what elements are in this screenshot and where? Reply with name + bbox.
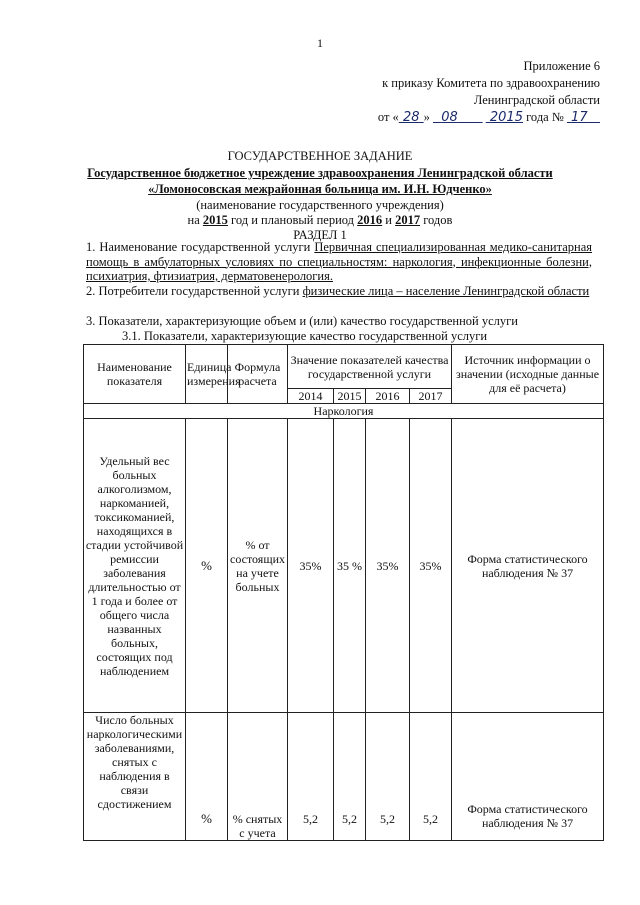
institution-line2: «Ломоносовская межрайонная больница им. И.Н. Юдченко» bbox=[148, 182, 492, 196]
row-2-name: Число больных наркологическими заболеваниями, снятых с наблюдения в связи сдостижением bbox=[84, 713, 186, 841]
appendix-block bbox=[280, 58, 600, 126]
header-year-2017: 2017 bbox=[410, 389, 452, 404]
row-1-formula: % от состоящих на учете больных bbox=[228, 419, 288, 713]
row-2-formula: % снятых с учета bbox=[228, 713, 288, 841]
header-year-2014: 2014 bbox=[288, 389, 334, 404]
appendix-line3: Ленинградской области bbox=[473, 93, 600, 107]
document-title: ГОСУДАРСТВЕННОЕ ЗАДАНИЕ bbox=[227, 149, 413, 163]
row-2-2017: 5,2 bbox=[410, 713, 452, 841]
header-name: Наименование показателя bbox=[84, 345, 186, 404]
date-month: 08 bbox=[441, 110, 458, 125]
row-2-unit: % bbox=[186, 713, 228, 841]
row-2-2016: 5,2 bbox=[366, 713, 410, 841]
row-1-2017: 35% bbox=[410, 419, 452, 713]
year-2015: 2015 bbox=[202, 213, 228, 227]
period-line: на 2015 год и плановый период 2016 и 2017 годов bbox=[187, 213, 453, 227]
appendix-line2: к приказу Комитета по здравоохранению bbox=[382, 76, 600, 90]
quality-indicators-table bbox=[83, 344, 604, 841]
year-2016: 2016 bbox=[357, 213, 383, 227]
row-1-2016: 35% bbox=[366, 419, 410, 713]
item-2-value: физические лица – население Ленинградской области bbox=[302, 284, 590, 298]
row-1-2015: 35 % bbox=[334, 419, 366, 713]
date-day: 28 bbox=[402, 110, 420, 125]
item-1-label: Наименование государственной услуги bbox=[99, 240, 315, 254]
item-2 bbox=[86, 284, 592, 299]
order-number: 17 bbox=[571, 110, 588, 125]
header-values: Значение показателей качества государственной услуги bbox=[288, 345, 452, 389]
row-1-unit: % bbox=[186, 419, 228, 713]
date-year: 2015 bbox=[489, 110, 523, 125]
institution-line1: Государственное бюджетное учреждение здравоохранения Ленинградской области bbox=[87, 166, 553, 180]
header-unit: Единица измерения bbox=[186, 345, 228, 404]
appendix-date-line bbox=[280, 109, 600, 126]
year-2017: 2017 bbox=[395, 213, 421, 227]
section-row-narcology: Наркология bbox=[84, 404, 604, 419]
row-1-name: Удельный вес больных алкоголизмом, наркоманией, токсикоманией, находящихся в стадии устойчивой ремиссии заболевания длительностью от 1 года и более от общего числа названных больных, состоящих под наблюдением bbox=[84, 419, 186, 713]
section-heading: РАЗДЕЛ 1 bbox=[293, 228, 347, 242]
item-1-value: Первичная специализированная медико-санитарная помощь в амбулаторных условиях по специальностям: наркология, инфекционные болезни, психиатрия, фтизиатрия, дерматовенерология. bbox=[86, 240, 592, 283]
row-1-2014: 35% bbox=[288, 419, 334, 713]
page-number: 1 bbox=[317, 36, 323, 50]
header-year-2016: 2016 bbox=[366, 389, 410, 404]
row-2-source: Форма статистического наблюдения № 37 bbox=[452, 713, 604, 841]
item-1-number: 1. bbox=[86, 240, 96, 254]
table-row bbox=[84, 419, 604, 713]
appendix-line1: Приложение 6 bbox=[523, 59, 600, 73]
item-1 bbox=[86, 240, 592, 284]
item-2-label: Потребители государственной услуги bbox=[98, 284, 303, 298]
item-2-number: 2. bbox=[86, 284, 96, 298]
row-2-2014: 5,2 bbox=[288, 713, 334, 841]
date-prefix: от « bbox=[377, 110, 399, 124]
row-1-source: Форма статистического наблюдения № 37 bbox=[452, 419, 604, 713]
header-formula: Формула расчета bbox=[228, 345, 288, 404]
header-source: Источник информации о значении (исходные данные для её расчета) bbox=[452, 345, 604, 404]
row-2-2015: 5,2 bbox=[334, 713, 366, 841]
date-quote: » bbox=[423, 110, 430, 124]
table-row bbox=[84, 713, 604, 841]
item-3: 3. Показатели, характеризующие объем и (или) качество государственной услуги bbox=[86, 314, 518, 328]
item-3-1: 3.1. Показатели, характеризующие качество государственной услуги bbox=[122, 329, 488, 343]
header-year-2015: 2015 bbox=[334, 389, 366, 404]
institution-note: (наименование государственного учреждения) bbox=[196, 198, 444, 212]
year-suffix: года № bbox=[526, 110, 564, 124]
